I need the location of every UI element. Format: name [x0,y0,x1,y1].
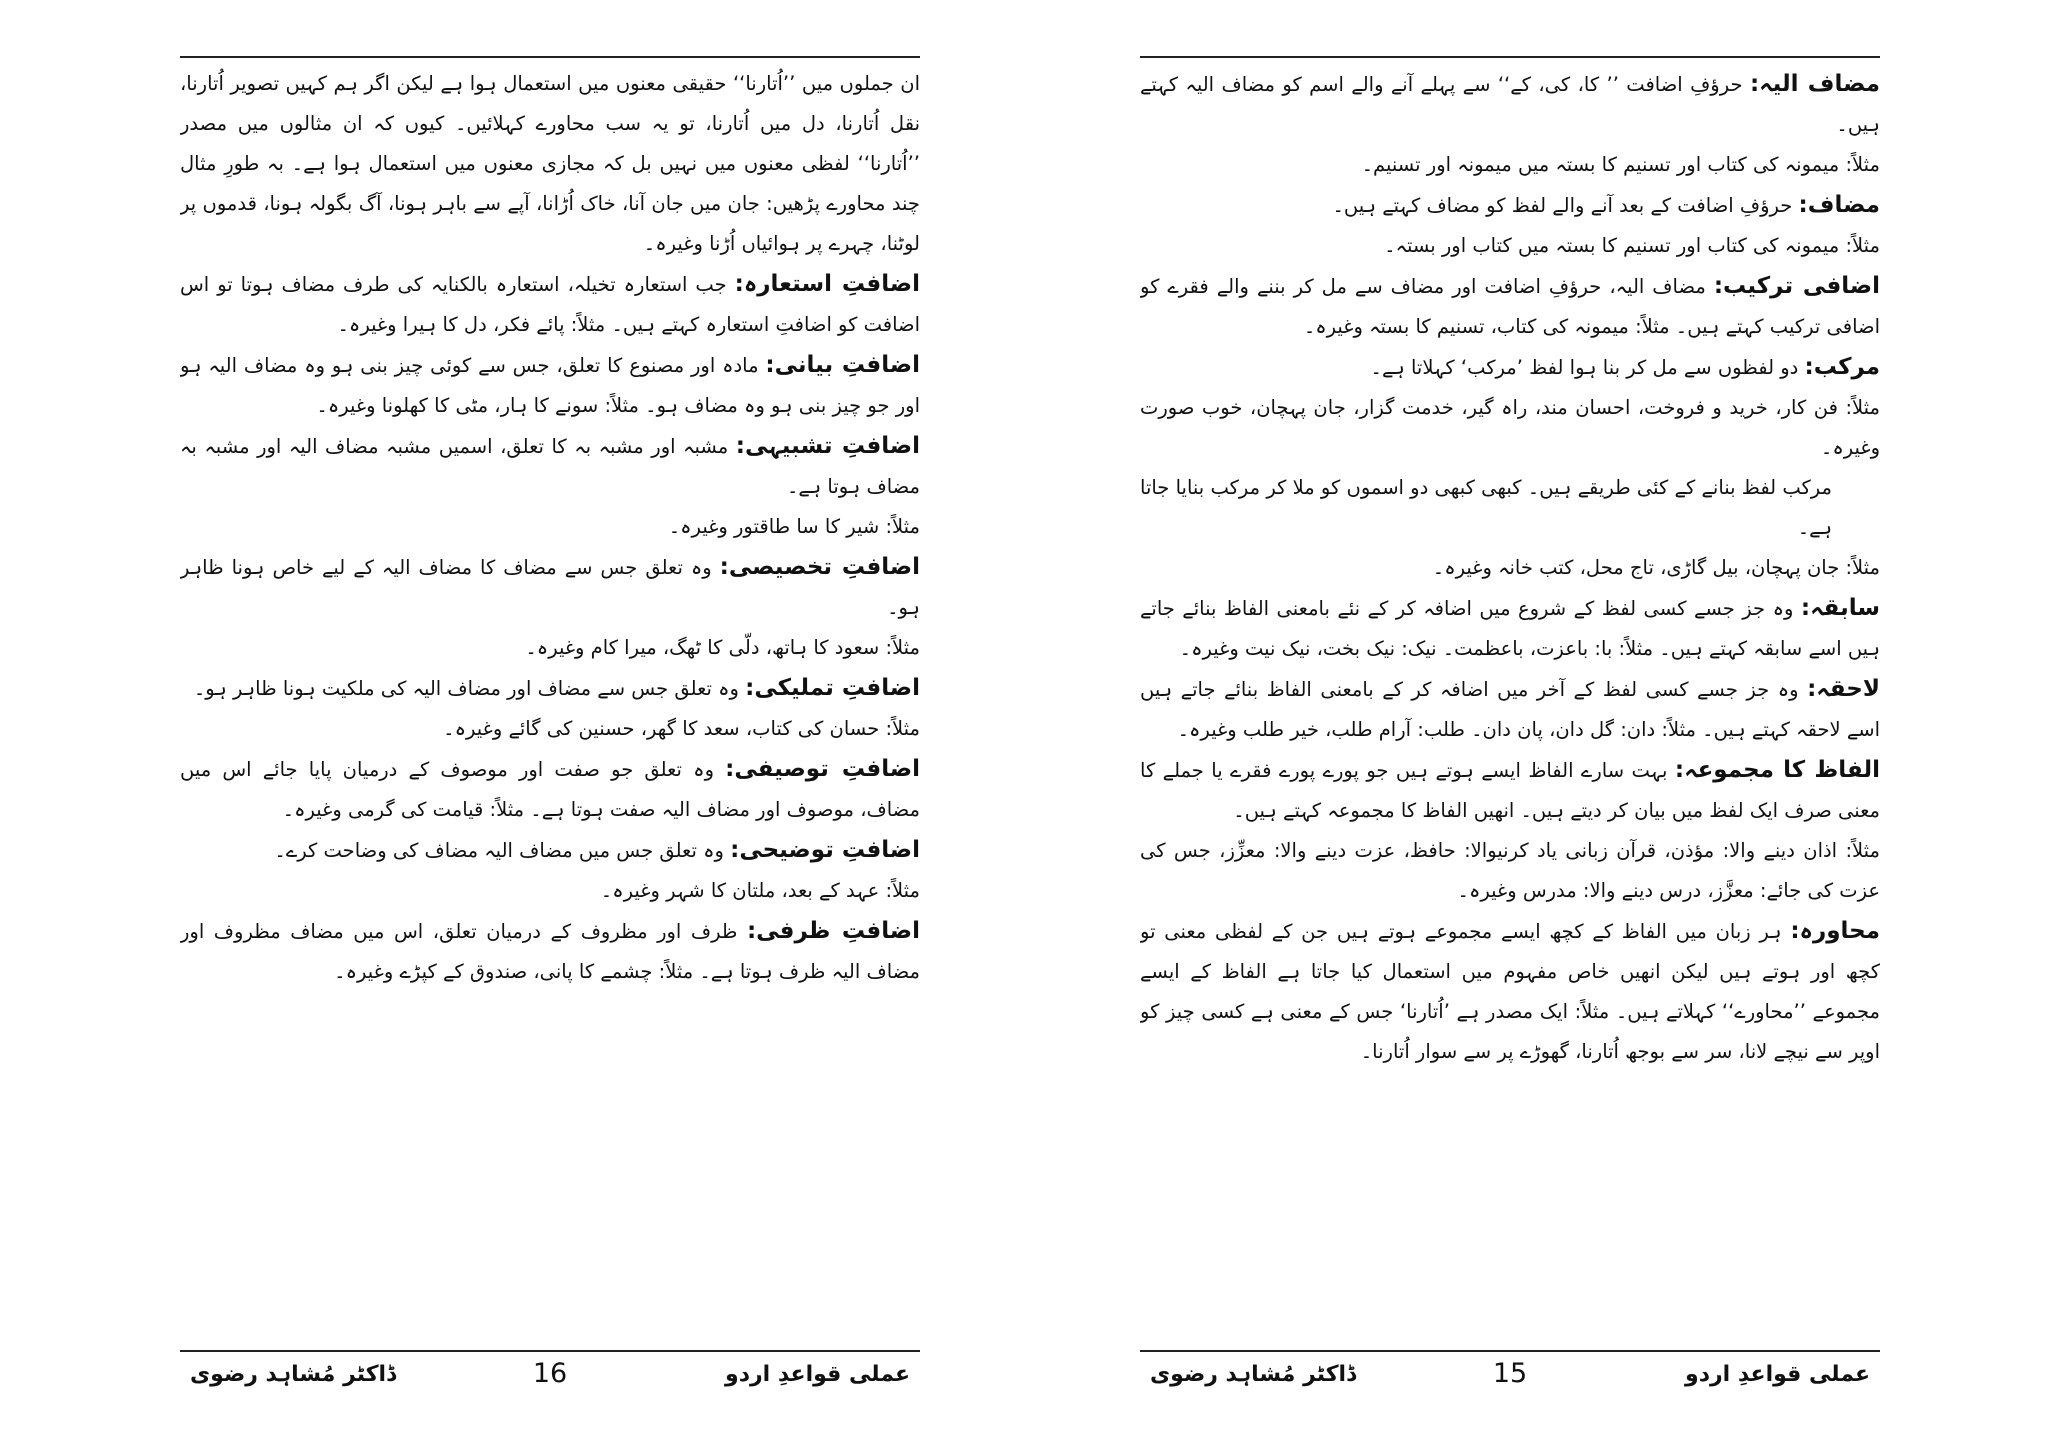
paragraph [1140,831,1880,911]
paragraph [1140,588,1880,669]
term-heading: اضافتِ تخصیصی: [719,554,920,580]
paragraph [1140,669,1880,750]
paragraph-text: مثلاً: میمونہ کی کتاب اور تسنیم کا بستہ میں میمونہ اور تسنیم۔ [1361,153,1880,176]
bottom-rule [180,1350,920,1352]
footer-book-title: عملی قواعدِ اردو [725,1362,910,1387]
paragraph [1140,347,1880,388]
term-heading: مضاف: [1798,192,1880,218]
term-heading: اضافتِ توضیحی: [730,837,920,863]
paragraph-text: مثلاً: حسان کی کتاب، سعد کا گھر، حسنین کی گائے وغیرہ۔ [443,717,920,740]
term-heading: اضافتِ ظرفی: [746,918,920,944]
term-heading: لاحقہ: [1807,676,1880,702]
bottom-rule [1140,1350,1880,1352]
footer-book-title: عملی قواعدِ اردو [1685,1362,1870,1387]
paragraph-text: مضاف الیہ، حرؤفِ اضافت اور مضاف سے مل کر بننے والے فقرے کو اضافی ترکیب کہتے ہیں۔ مثلاً: میمونہ کی کتاب، تسنیم کا بستہ وغیرہ۔ [1140,275,1880,338]
paragraph [180,345,920,426]
paragraph [1140,266,1880,347]
paragraph-text: ان جملوں میں ’’اُتارنا‘‘ حقیقی معنوں میں استعمال ہوا ہے لیکن اگر ہم کہیں تصویر اُتارنا، نقل اُتارنا، دل میں اُتارنا، تو یہ سب محاورے کہلائیں۔ کیوں کہ ان مثالوں میں مصدر ’’اُتارنا‘‘ لفظی معنوں میں نہیں بل کہ مجازی معنوں میں استعمال ہوا ہے۔ بہ طورِ مثال چند محاورے پڑھیں: جان میں جان آنا، خاک اُڑانا، آپے سے باہر ہونا، آگ بگولہ ہونا، قدموں پر لوٹنا، چہرے پر ہوائیاں اُڑنا وغیرہ۔ [180,72,920,255]
paragraph [180,264,920,345]
term-heading: مضاف الیہ: [1749,71,1880,97]
term-heading: اضافتِ توصیفی: [725,756,920,782]
paragraph [180,64,920,264]
term-heading: اضافتِ تشبیہی: [735,433,920,459]
paragraph [1140,750,1880,831]
term-heading: سابقہ: [1800,595,1880,621]
paragraph-text: مشبہ اور مشبہ بہ کا تعلق، اسمیں مشبہ مضاف الیہ اور مشبہ بہ مضاف ہوتا ہے۔ [180,435,920,498]
paragraph-text: وہ جز جسے کسی لفظ کے آخر میں اضافہ کر کے بامعنی الفاظ بنائے جاتے ہیں اسے لاحقہ کہتے ہیں۔ مثلاً: دان: گل دان، پان دان۔ طلب: آرام طلب، خیر طلب وغیرہ۔ [1140,678,1880,741]
paragraph-text: مادہ اور مصنوع کا تعلق، جس سے کوئی چیز بنی ہو وہ مضاف الیہ ہو اور جو چیز بنی ہو وہ مضاف ہو۔ مثلاً: سونے کا ہار، مٹی کا کھلونا وغیرہ۔ [180,354,920,417]
term-heading: اضافتِ بیانی: [765,352,920,378]
paragraph-text: حرؤفِ اضافت ’’ کا، کی، کے‘‘ سے پہلے آنے والے اسم کو مضاف الیہ کہتے ہیں۔ [1140,73,1880,136]
paragraph-text: بہت سارے الفاظ ایسے ہوتے ہیں جو پورے پورے فقرے یا جملے کا معنی صرف ایک لفظ میں بیان کر دیتے ہیں۔ انھیں الفاظ کا مجموعہ کہتے ہیں۔ [1140,759,1880,822]
paragraph [1140,911,1880,1072]
paragraph [1140,64,1880,145]
paragraph-text: جب استعارہ تخیلہ، استعارہ بالکنایہ کی طرف مضاف ہوتا تو اس اضافت کو اضافتِ استعارہ کہتے ہیں۔ مثلاً: پائے فکر، دل کا ہیرا وغیرہ۔ [180,273,920,336]
top-rule [1140,56,1880,58]
paragraph [180,426,920,507]
paragraph [1140,548,1880,588]
page-16 [180,0,920,1447]
paragraph-text: مثلاً: جان پہچان، بیل گاڑی، تاج محل، کتب خانہ وغیرہ۔ [1432,556,1880,579]
paragraph [180,709,920,749]
paragraph-text: مثلاً: عہد کے بعد، ملتان کا شہر وغیرہ۔ [600,879,920,902]
paragraph [1140,468,1880,548]
top-rule [180,56,920,58]
term-heading: اضافتِ تملیکی: [745,675,920,701]
paragraph [180,749,920,830]
paragraph [180,628,920,668]
paragraph-text: وہ تعلق جس میں مضاف الیہ مضاف کی وضاحت کرے۔ [274,839,731,862]
term-heading: الفاظ کا مجموعہ: [1674,757,1880,783]
paragraph-text: مثلاً: میمونہ کی کتاب اور تسنیم کا بستہ میں کتاب اور بستہ۔ [1384,234,1880,257]
page-16-body [180,64,920,1339]
paragraph [1140,185,1880,226]
page-16-footer [180,1358,920,1402]
paragraph [180,668,920,709]
footer-page-number: 16 [532,1358,568,1389]
paragraph [1140,145,1880,185]
paragraph-text: مثلاً: فن کار، خرید و فروخت، احسان مند، راہ گیر، خدمت گزار، جان پہچان، خوب صورت وغیرہ۔ [1140,396,1880,459]
paragraph-text: وہ تعلق جو صفت اور موصوف کے درمیان پایا جائے اس میں مضاف، موصوف اور مضاف الیہ صفت ہوتا ہے۔ مثلاً: قیامت کی گرمی وغیرہ۔ [180,758,920,821]
paragraph-text: وہ تعلق جس سے مضاف اور مضاف الیہ کی ملکیت ہونا ظاہر ہو۔ [193,677,746,700]
paragraph-text: ہر زبان میں الفاظ کے کچھ ایسے مجموعے ہوتے ہیں جن کے لفظی معنی تو کچھ اور ہوتے ہیں لیکن انھیں خاص مفہوم میں استعمال کیا جاتا ہے الفاظ کے ایسے مجموعے ’’محاورے‘‘ کہلاتے ہیں۔ مثلاً: ایک مصدر ہے ’اُتارنا‘ جس کے معنی ہے کسی چیز کو اوپر سے نیچے لانا، سر سے بوجھ اُتارنا، گھوڑے پر سے سوار اُتارنا۔ [1140,920,1880,1063]
footer-author: ڈاکٹر مُشاہد رضوی [1150,1362,1356,1387]
paragraph-text: وہ تعلق جس سے مضاف کا مضاف الیہ کے لیے خاص ہونا ظاہر ہو۔ [180,556,920,619]
term-heading: مرکب: [1804,354,1880,380]
paragraph [180,911,920,992]
paragraph-text: دو لفظوں سے مل کر بنا ہوا لفظ ’مرکب‘ کہلاتا ہے۔ [1370,356,1805,379]
footer-author: ڈاکٹر مُشاہد رضوی [190,1362,396,1387]
paragraph [180,830,920,871]
footer-page-number: 15 [1492,1358,1528,1389]
page-15-footer [1140,1358,1880,1402]
paragraph [1140,226,1880,266]
paragraph [180,507,920,547]
term-heading: اضافی ترکیب: [1713,273,1880,299]
paragraph-text: ظرف اور مظروف کے درمیان تعلق، اس میں مضاف مظروف اور مضاف الیہ ظرف ہوتا ہے۔ مثلاً: چشمے کا پانی، صندوق کے کپڑے وغیرہ۔ [180,920,920,983]
paragraph-text: مرکب لفظ بنانے کے کئی طریقے ہیں۔ کبھی کبھی دو اسموں کو ملا کر مرکب بنایا جاتا ہے۔ [1140,476,1832,539]
page-15 [1140,0,1880,1447]
paragraph-text: مثلاً: اذان دینے والا: مؤذن، قرآن زبانی یاد کرنیوالا: حافظ، عزت دینے والا: معزِّز، جس کی عزت کی جائے: معزَّز، درس دینے والا: مدرس وغیرہ۔ [1140,839,1880,902]
paragraph [180,871,920,911]
paragraph-text: مثلاً: شیر کا سا طاقتور وغیرہ۔ [668,515,920,538]
paragraph-text: مثلاً: سعود کا ہاتھ، دلّی کا ٹھگ، میرا کام وغیرہ۔ [525,636,920,659]
paragraph-text: حرؤفِ اضافت کے بعد آنے والے لفظ کو مضاف کہتے ہیں۔ [1332,194,1799,217]
paragraph [180,547,920,628]
page-15-body [1140,64,1880,1339]
term-heading: محاورہ: [1790,918,1880,944]
paragraph [1140,388,1880,468]
term-heading: اضافتِ استعارہ: [734,271,920,297]
paragraph-text: وہ جز جسے کسی لفظ کے شروع میں اضافہ کر کے نئے بامعنی الفاظ بنائے جاتے ہیں اسے سابقہ کہتے ہیں۔ مثلاً: با: باعزت، باعظمت۔ نیک: نیک بخت، نیک نیت وغیرہ۔ [1140,597,1880,660]
